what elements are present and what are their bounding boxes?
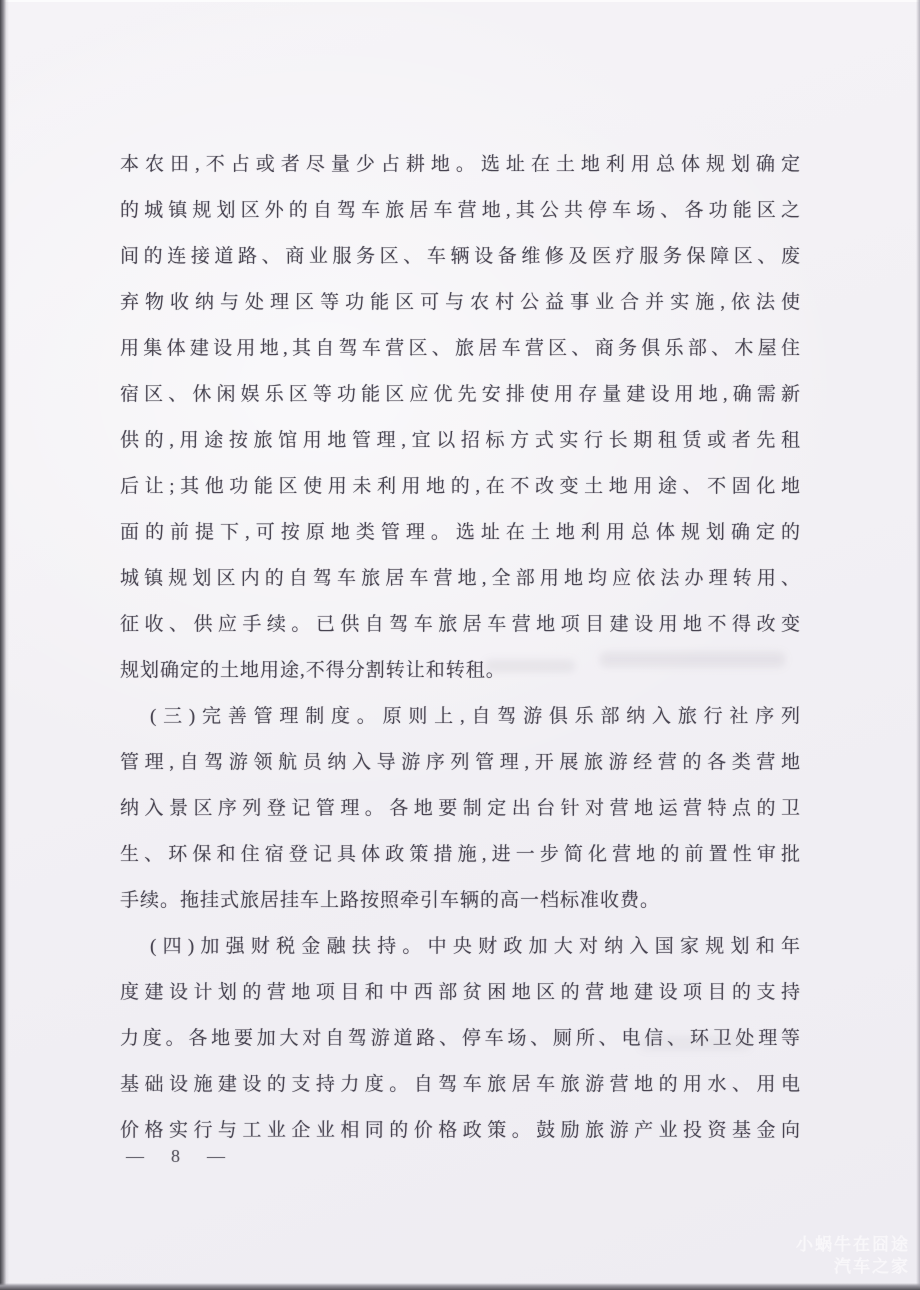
- document-line: 供的,用途按旅馆用地管理,宜以招标方式实行长期租赁或者先租: [120, 430, 800, 451]
- document-line: 价格实行与工业企业相同的价格政策。鼓励旅游产业投资基金向: [120, 1120, 800, 1141]
- document-line: (四)加强财税金融扶持。中央财政加大对纳入国家规划和年: [150, 936, 800, 957]
- scan-edge-top: [0, 0, 920, 2]
- document-line: 规划确定的土地用途,不得分割转让和转租。: [120, 660, 506, 681]
- document-line: 城镇规划区内的自驾车旅居车营地,全部用地均应依法办理转用、: [120, 568, 800, 589]
- watermark-line-2: 汽车之家: [834, 1257, 910, 1276]
- document-line: 后让;其他功能区使用未利用地的,在不改变土地用途、不固化地: [120, 476, 800, 497]
- document-line: 宿区、休闲娱乐区等功能区应优先安排使用存量建设用地,确需新: [120, 384, 800, 405]
- document-line: 征收、供应手续。已供自驾车旅居车营地项目建设用地不得改变: [120, 614, 800, 635]
- document-line: 本农田,不占或者尽量少占耕地。选址在土地利用总体规划确定: [120, 154, 800, 175]
- document-line: (三)完善管理制度。原则上,自驾游俱乐部纳入旅行社序列: [150, 706, 800, 727]
- document-line: 手续。拖挂式旅居挂车上路按照牵引车辆的高一档标准收费。: [120, 890, 661, 911]
- document-line: 面的前提下,可按原地类管理。选址在土地利用总体规划确定的: [120, 522, 800, 543]
- document-line: 间的连接道路、商业服务区、车辆设备维修及医疗服务保障区、废: [120, 246, 800, 267]
- document-line: 力度。各地要加大对自驾游道路、停车场、厕所、电信、环卫处理等: [120, 1028, 800, 1049]
- page-number: — 8 —: [126, 1146, 231, 1166]
- paragraph: [120, 694, 800, 924]
- watermark: [796, 1234, 910, 1278]
- watermark-line-1: 小蜗牛在囧途: [796, 1235, 910, 1254]
- paragraph: [120, 142, 800, 694]
- document-body: [120, 142, 800, 1154]
- scan-edge-bottom: [0, 1283, 920, 1290]
- document-line: 用集体建设用地,其自驾车营区、旅居车营区、商务俱乐部、木屋住: [120, 338, 800, 359]
- paragraph: [120, 924, 800, 1154]
- scan-edge-left: [0, 0, 9, 1290]
- document-line: 弃物收纳与处理区等功能区可与农村公益事业合并实施,依法使: [120, 292, 800, 313]
- document-line: 生、环保和住宿登记具体政策措施,进一步简化营地的前置性审批: [120, 844, 800, 865]
- document-line: 的城镇规划区外的自驾车旅居车营地,其公共停车场、各功能区之: [120, 200, 800, 221]
- scan-edge-right: [916, 0, 920, 1290]
- document-line: 度建设计划的营地项目和中西部贫困地区的营地建设项目的支持: [120, 982, 800, 1003]
- document-line: 基础设施建设的支持力度。自驾车旅居车旅游营地的用水、用电: [120, 1074, 800, 1095]
- document-line: 纳入景区序列登记管理。各地要制定出台针对营地运营特点的卫: [120, 798, 800, 819]
- document-line: 管理,自驾游领航员纳入导游序列管理,开展旅游经营的各类营地: [120, 752, 800, 773]
